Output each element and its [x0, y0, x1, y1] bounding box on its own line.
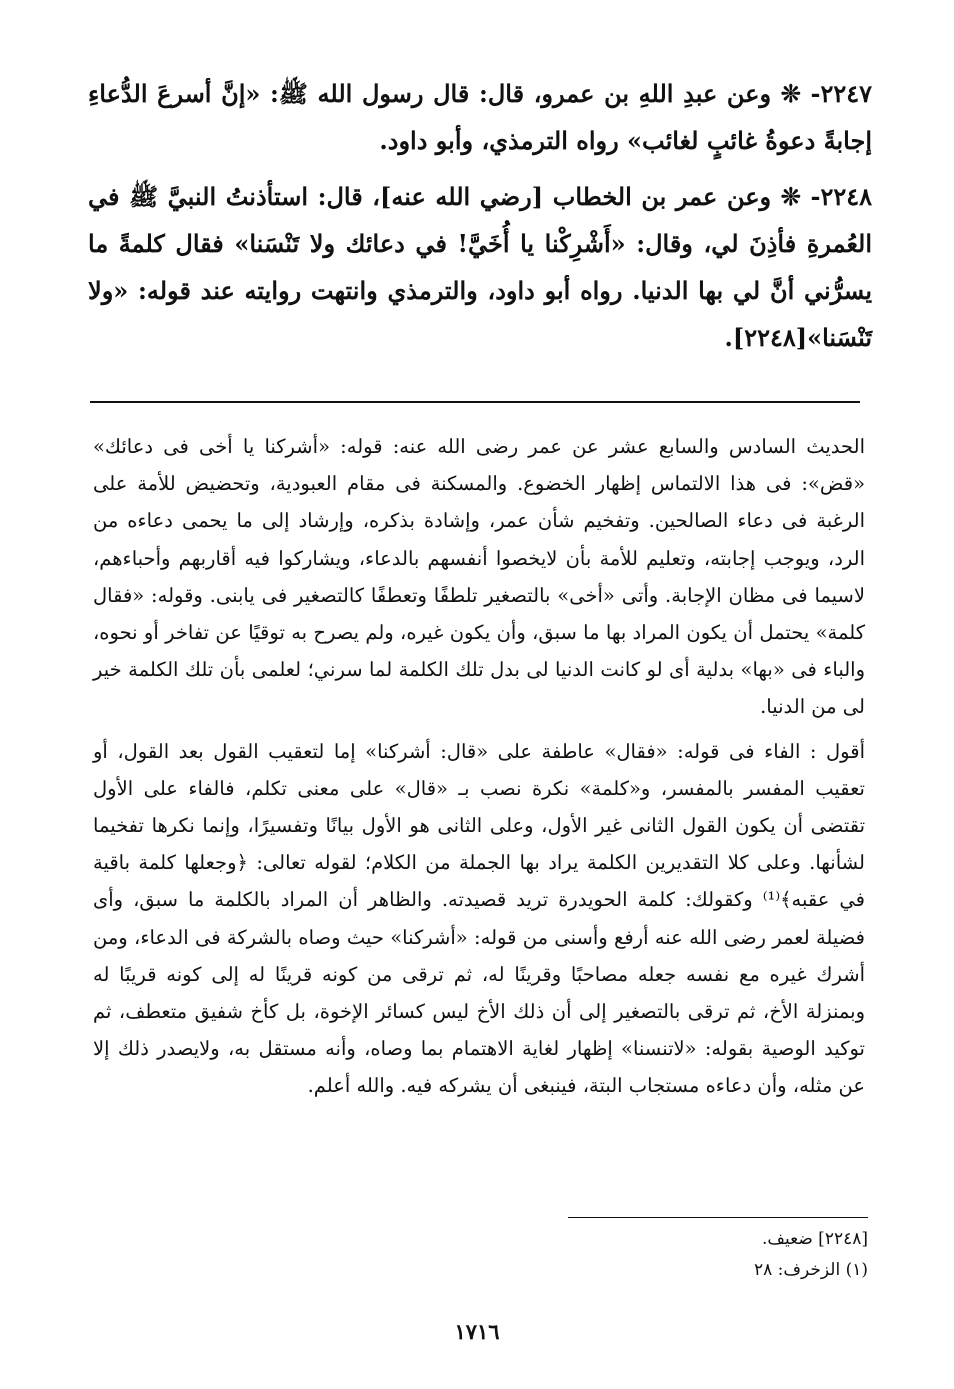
hadith-2248	[88, 173, 872, 361]
commentary	[93, 428, 865, 1112]
hadith-text: وعن عمر بن الخطاب [رضي الله عنه]، قال: استأذنتُ النبيَّ ﷺ في العُمرةِ فأذِنَ لي، وقال: «أَشْرِكْنا يا أُخَيَّ! في دعائك ولا تَنْسَنا» فقال كلمةً ما يسرُّني أنَّ لي بها الدنيا. رواه أبو داود، والترمذي وانتهت روايته عند قوله: «ولا تَنْسَنا»[٢٢٤٨].	[88, 182, 873, 352]
commentary-paragraph: الحديث السادس والسابع عشر عن عمر رضى الله عنه: قوله: «أشركنا يا أخى فى دعائك» «قض»: فى هذا الالتماس إظهار الخضوع. والمسكنة فى مقام العبودية، وتحضيض للأمة على الرغبة فى دعاء الصالحين. وتفخيم شأن عمر، وإشادة بذكره، وإرشاد إلى ما يحمى دعاءه من الرد، ويوجب إجابته، وتعليم للأمة بأن لايخصوا أنفسهم بالدعاء، ويشاركوا فيه أقاربهم وأحباءهم، لاسيما فى مظان الإجابة. وأتى «أخى» بالتصغير تلطفًا وتعطفًا كالتصغير فى يابنى. وقوله: «فقال كلمة» يحتمل أن يكون المراد بها ما سبق، وأن يكون غيره، ولم يصرح به توقيًا عن تفاخر أو نحوه، والباء فى «بها» بدلية أى لو كانت الدنيا لى بدل تلك الكلمة لما سرني؛ لعلمى بأن تلك الكلمة خير لى من الدنيا.	[93, 435, 865, 719]
hadith-text: وعن عبدِ اللهِ بن عمرو، قال: قال رسول الله ﷺ: «إنَّ أسرعَ الدُّعاءِ إجابةً دعوةُ غائبٍ لغائب» رواه الترمذي، وأبو داود.	[88, 79, 872, 155]
footnote-item: (١) الزخرف: ٢٨	[753, 1260, 868, 1280]
footnote-item: [٢٢٤٨] ضعيف.	[762, 1229, 868, 1249]
footnote-divider	[568, 1217, 868, 1218]
hadith-2247	[88, 70, 872, 164]
section-divider	[90, 401, 860, 403]
hadith-number: ٢٢٤٧- ❊	[780, 79, 873, 108]
commentary-paragraph: أقول : الفاء فى قوله: «فقال» عاطفة على «قال: أشركنا» إما لتعقيب القول بعد القول، أو تعقيب المفسر بالمفسر، و«كلمة» نكرة نصب بـ «قال» على معنى تكلم، فالفاء على الأول تقتضى أن يكون القول الثانى غير الأول، وعلى الثانى هو الأول بيانًا وتفسيرًا، وإنما نكرها تفخيما لشأنها. وعلى كلا التقديرين الكلمة يراد بها الجملة من الكلام؛ لقوله تعالى: ﴿وجعلها كلمة باقية في عقبه﴾⁽¹⁾ وكقولك: كلمة الحويدرة تريد قصيدته. والظاهر أن المراد بالكلمة ما سبق، وأى فضيلة لعمر رضى الله عنه أرفع وأسنى من قوله: «أشركنا» حيث وصاه بالشركة فى الدعاء، ومن أشرك غيره مع نفسه جعله مصاحبًا وقرينًا له، ثم ترقى من كونه قرينًا له إلى كونه قريبًا له وبمنزلة الأخ، ثم ترقى بالتصغير إلى أن ذلك الأخ ليس كسائر الإخوة، بل كأخ شفيق متعطف، ثم توكيد الوصية بقوله: «لاتنسنا» إظهار لغاية الاهتمام بما وصاه، وأنه مستقل به، ولايصدر ذلك إلا عن مثله، وأن دعاءه مستجاب البتة، فينبغى أن يشركه فيه. والله أعلم.	[93, 739, 866, 1098]
hadith-section	[88, 70, 872, 370]
hadith-number: ٢٢٤٨- ❊	[780, 182, 872, 211]
page-number: ١٧١٦	[454, 1319, 500, 1344]
footnotes	[568, 1224, 868, 1286]
